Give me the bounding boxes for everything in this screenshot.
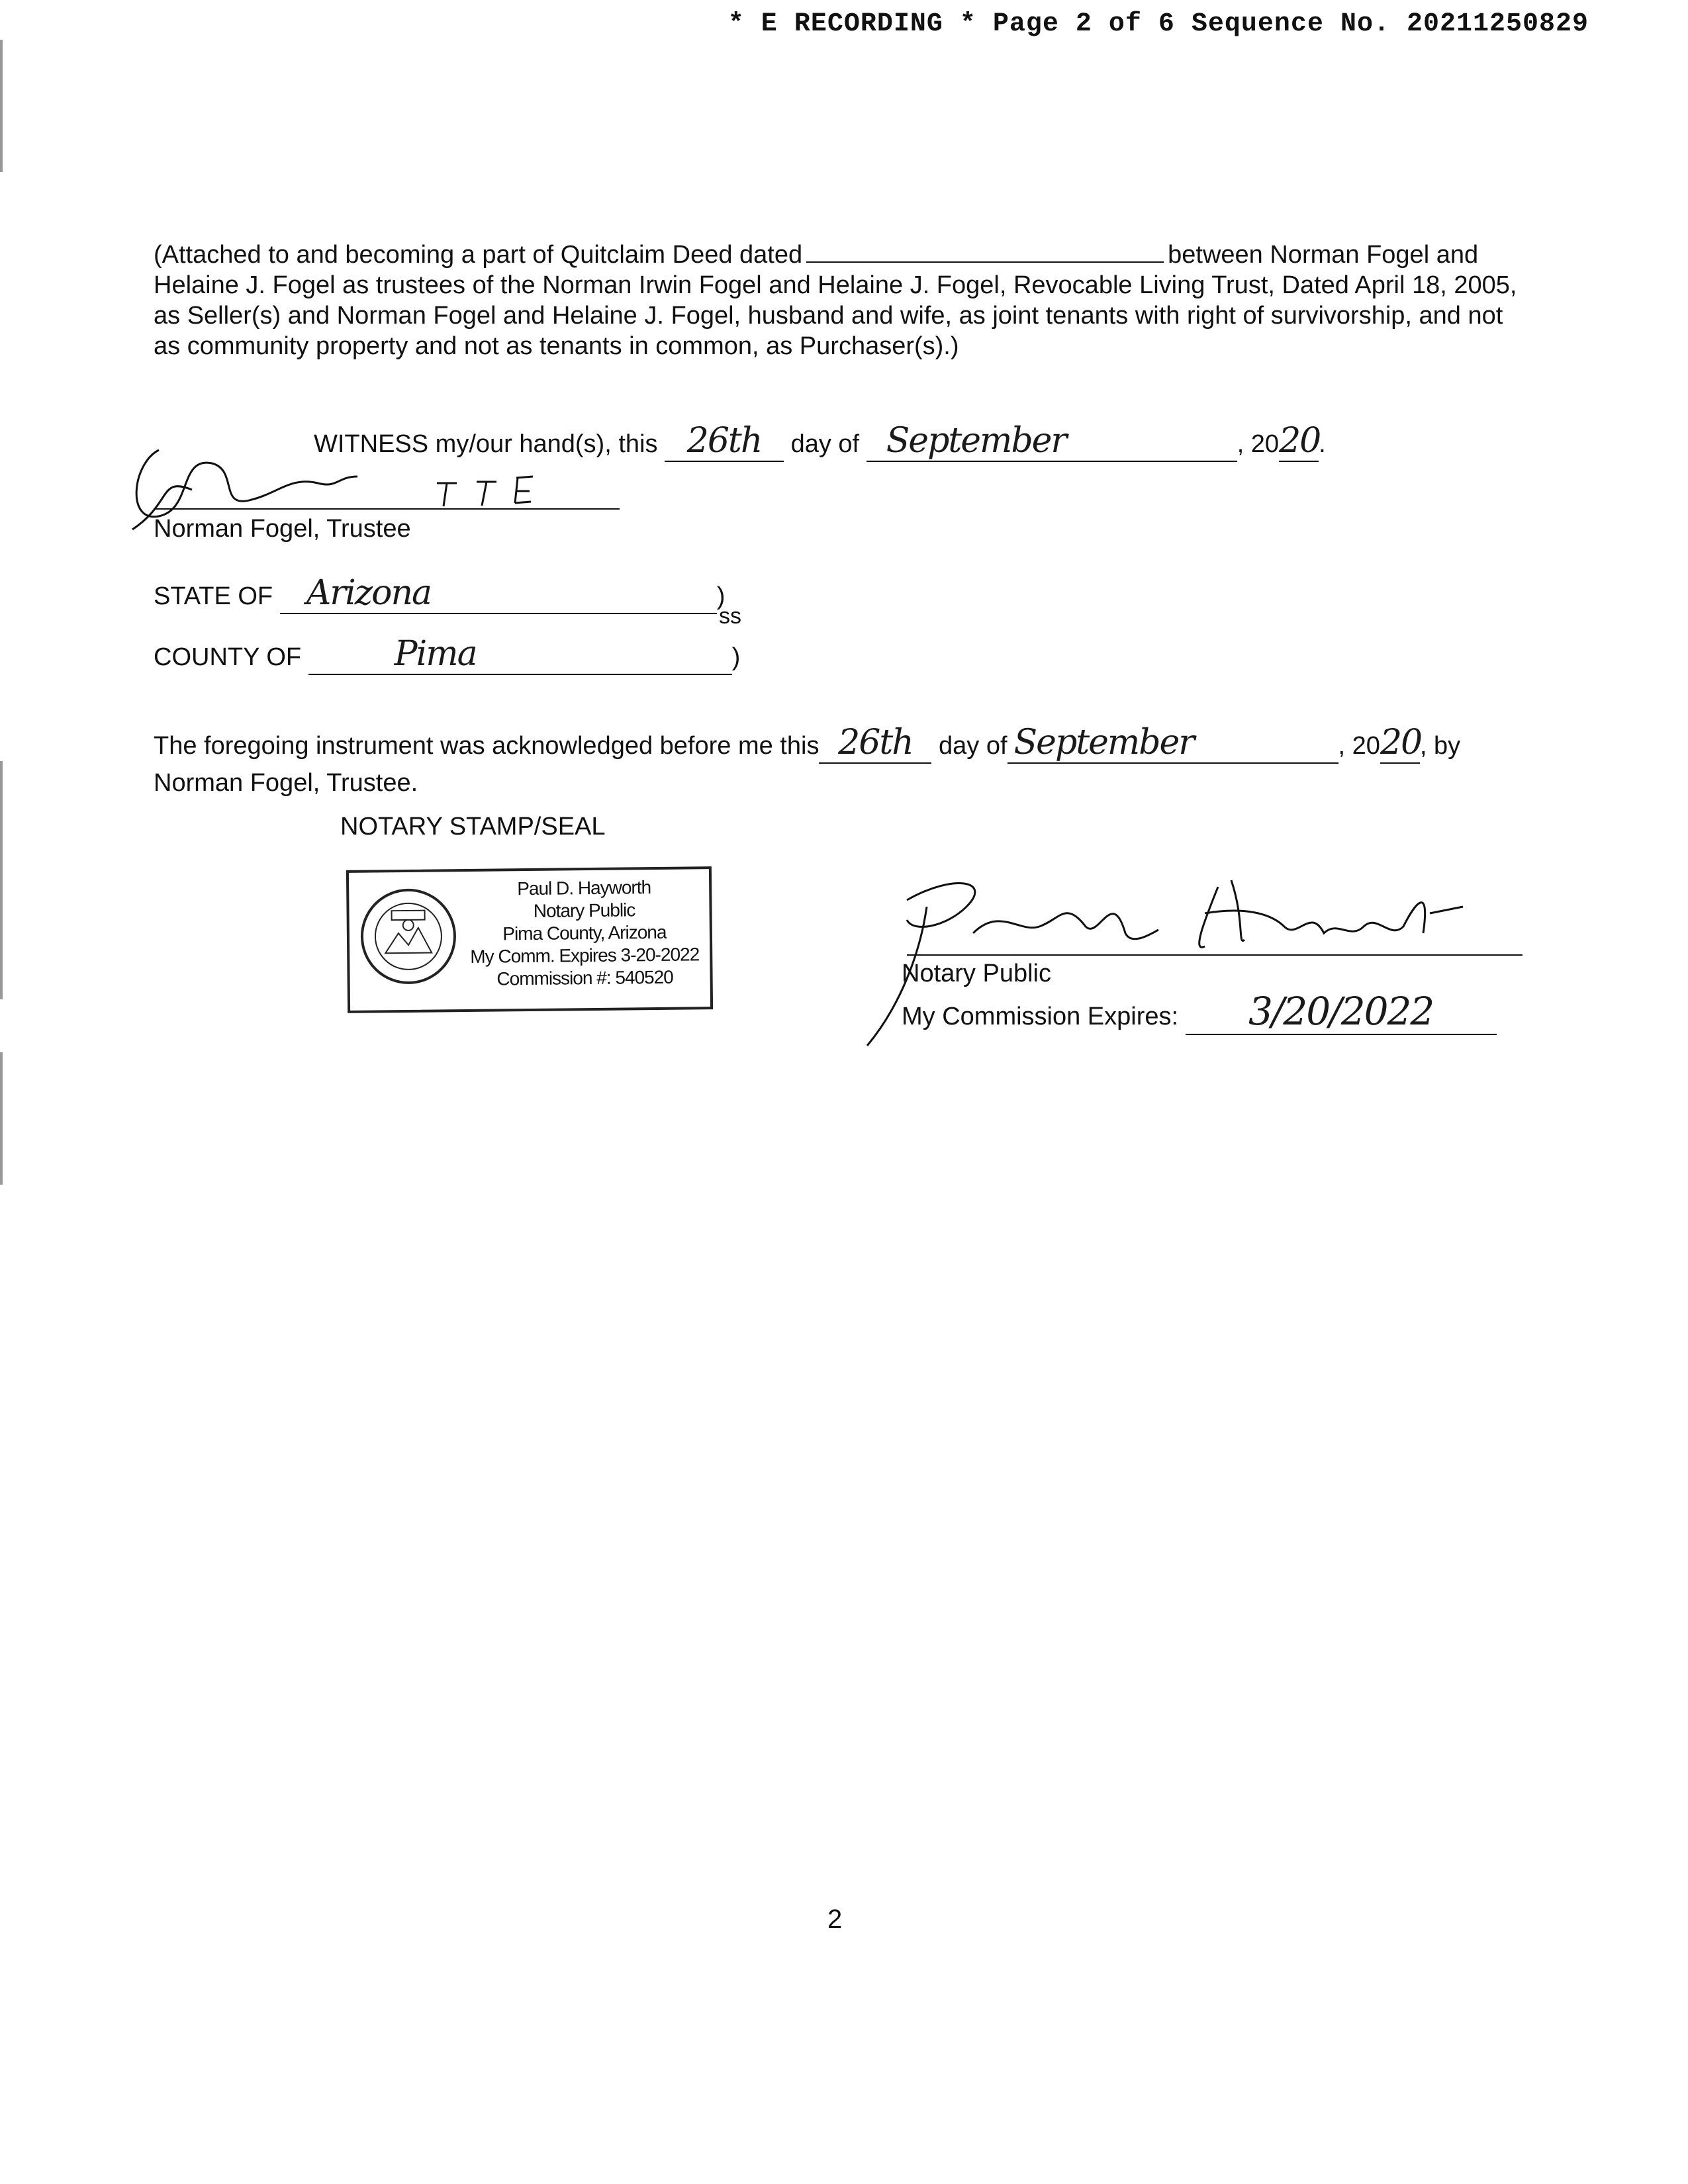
stamp-expires: My Comm. Expires 3-20-2022 bbox=[470, 944, 700, 967]
witness-year-prefix: , 20 bbox=[1237, 430, 1280, 458]
ack-day-of: day of bbox=[939, 732, 1008, 760]
ack-year-prefix: , 20 bbox=[1338, 732, 1380, 760]
ack-year-field bbox=[1380, 723, 1420, 764]
witness-year-field bbox=[1279, 421, 1319, 462]
ack-month: September bbox=[1013, 723, 1194, 762]
county-field bbox=[308, 634, 732, 675]
ss-label: ss bbox=[719, 604, 741, 629]
notary-expires-value: 3/20/2022 bbox=[1248, 989, 1434, 1034]
scan-margin-mark bbox=[0, 761, 3, 999]
county-line bbox=[154, 634, 740, 675]
state-label: STATE OF bbox=[154, 582, 273, 610]
witness-day: 26th bbox=[686, 421, 762, 461]
acknowledgment-line bbox=[154, 723, 1460, 764]
notary-signature-line bbox=[907, 954, 1523, 956]
attachment-open: (Attached to and becoming a part of Quitclaim Deed dated bbox=[154, 241, 803, 269]
witness-end: . bbox=[1319, 430, 1326, 458]
ack-prefix: The foregoing instrument was acknowledged before me this bbox=[154, 732, 820, 760]
notary-stamp bbox=[346, 866, 713, 1013]
attachment-rest: between Norman Fogel and Helaine J. Fogel as trustees of the Norman Irwin Fogel and Helaine J. Fogel, Revocable Living Trust, Dated April 18, 2005, as Seller(s) and Norman Fogel and Helaine J. Fogel, husband and wife, as joint tenants with right of survivorship, and not as community property and not as tenants in common, as Purchaser(s).) bbox=[154, 241, 1517, 360]
county-value: Pima bbox=[394, 634, 477, 674]
stamp-name: Paul D. Hayworth bbox=[517, 877, 651, 899]
county-paren: ) bbox=[731, 643, 741, 671]
ack-day: 26th bbox=[838, 723, 913, 762]
stamp-title: Notary Public bbox=[533, 899, 635, 921]
ack-line2: Norman Fogel, Trustee. bbox=[154, 769, 418, 797]
ack-day-field bbox=[819, 723, 931, 764]
notary-expires-label: My Commission Expires: bbox=[902, 1003, 1179, 1030]
recording-header: * E RECORDING * Page 2 of 6 Sequence No. 20211250829 bbox=[727, 9, 1589, 39]
stamp-text bbox=[461, 876, 708, 991]
attachment-paragraph bbox=[154, 240, 1517, 361]
witness-year: 20 bbox=[1279, 421, 1321, 461]
ack-month-field bbox=[1008, 723, 1338, 764]
arizona-seal-icon bbox=[358, 886, 459, 987]
witness-prefix: WITNESS my/our hand(s), this bbox=[314, 430, 658, 458]
state-value: Arizona bbox=[306, 573, 431, 613]
page-number: 2 bbox=[827, 1905, 843, 1934]
scan-margin-mark bbox=[0, 40, 3, 172]
notary-expires-field bbox=[1186, 989, 1497, 1035]
state-field bbox=[280, 573, 717, 614]
notary-label: Notary Public bbox=[902, 960, 1051, 987]
deed-date-blank bbox=[806, 242, 1164, 263]
signer-name-title: Norman Fogel, Trustee bbox=[154, 515, 411, 543]
witness-month: September bbox=[886, 421, 1066, 461]
notary-stamp-label: NOTARY STAMP/SEAL bbox=[340, 813, 606, 841]
signer-signature-line bbox=[154, 508, 620, 510]
scan-margin-mark bbox=[0, 1052, 3, 1185]
stamp-county: Pima County, Arizona bbox=[502, 921, 667, 944]
state-paren: ) bbox=[716, 582, 726, 610]
witness-day-field bbox=[665, 421, 784, 462]
ack-suffix: , by bbox=[1419, 732, 1461, 760]
stamp-commission: Commission #: 540520 bbox=[496, 966, 673, 989]
witness-month-field bbox=[867, 421, 1237, 462]
ack-year: 20 bbox=[1380, 723, 1422, 762]
state-line bbox=[154, 573, 725, 614]
county-label: COUNTY OF bbox=[154, 643, 302, 671]
notary-expires-line bbox=[902, 989, 1497, 1035]
witness-day-of: day of bbox=[790, 430, 860, 458]
